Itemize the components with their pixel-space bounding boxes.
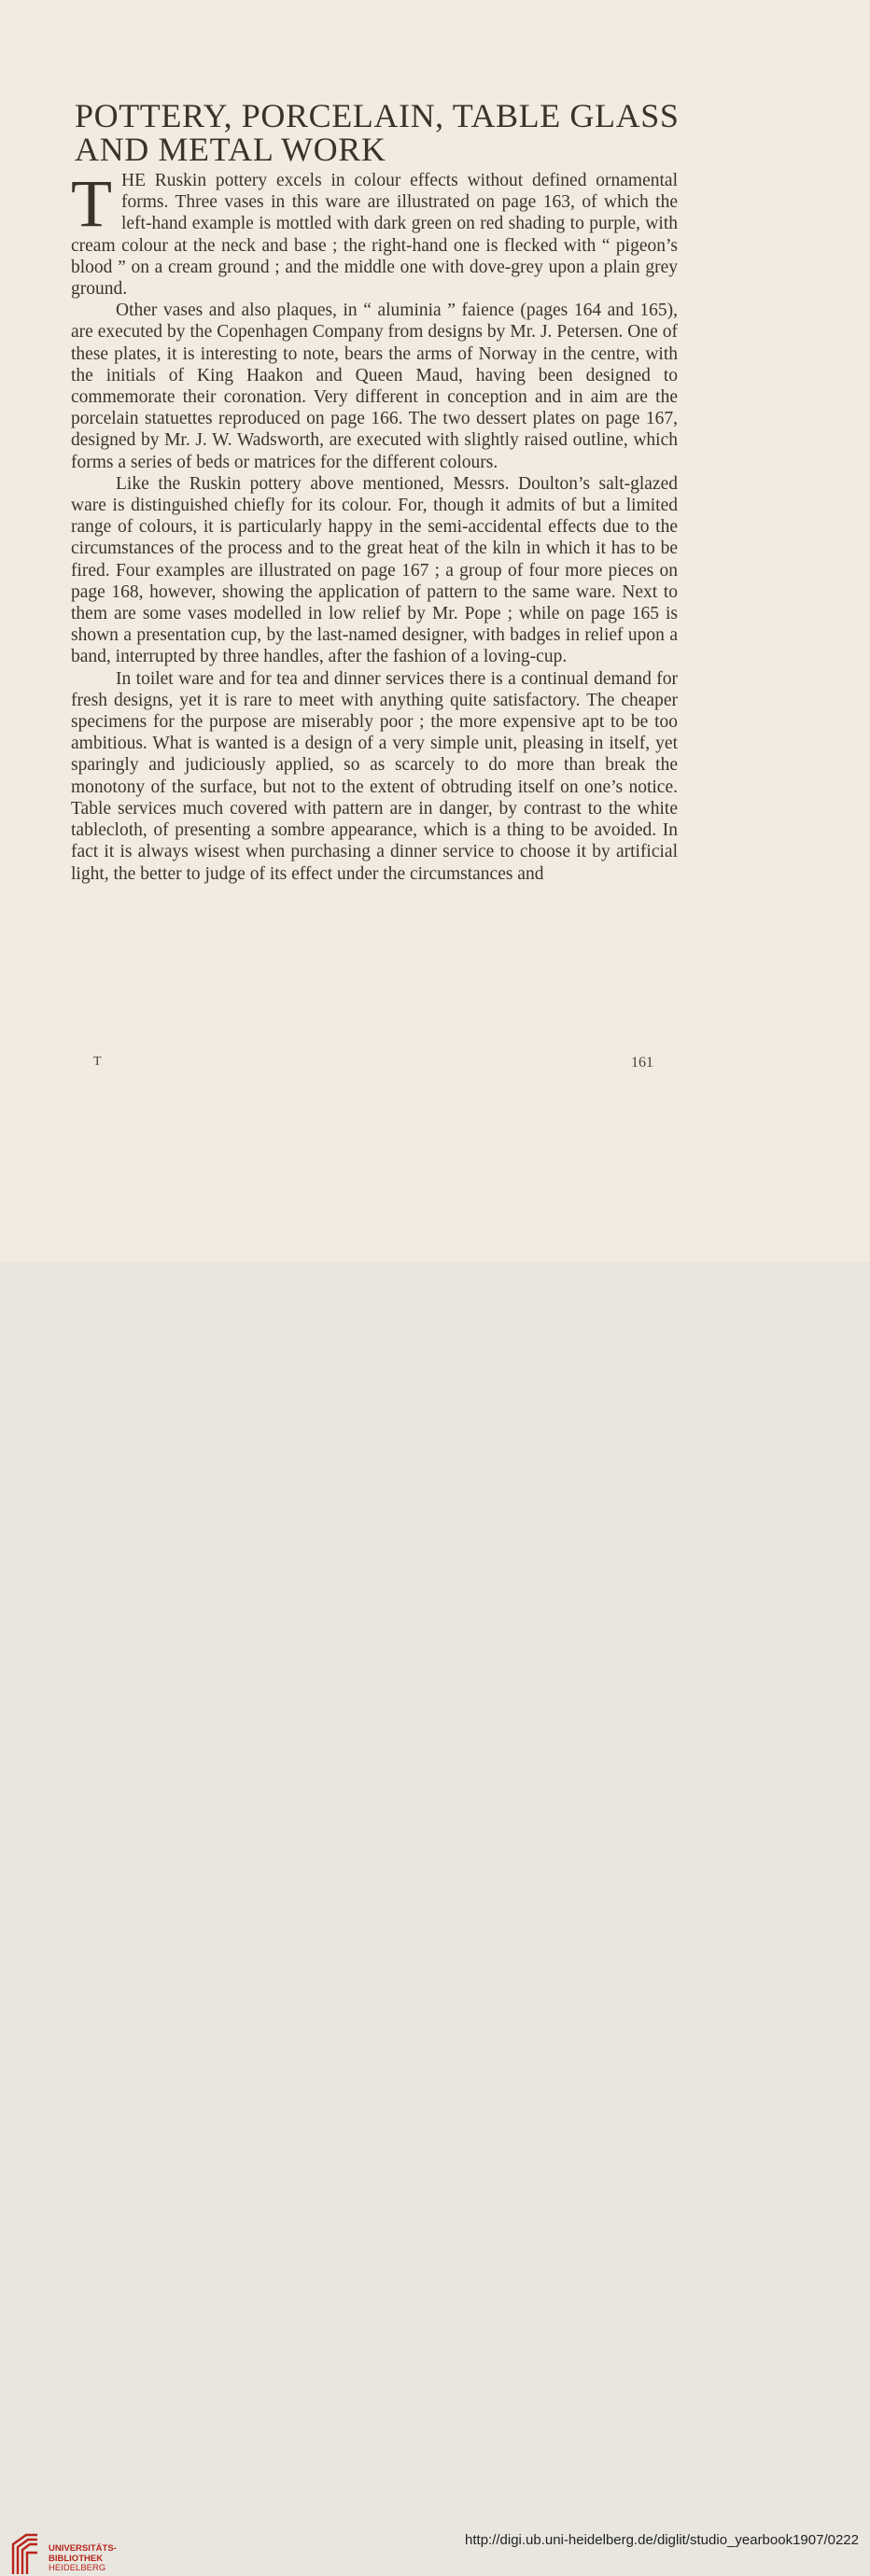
paragraph-3: Like the Ruskin pottery above mentioned, Messrs. Doulton’s salt-glazed ware is distinguished chiefly for its colour. For, though it admits of but a limited range of colours, it is particularly happy in the semi-accidental effects due to the circumstances of the process and to the great heat of the kiln in which it has to be fired. Four examples are illustrated on page 167 ; a group of four more pieces on page 168, however, showing the application of pattern to the same ware. Next to them are some vases modelled in low relief by Mr. Pope ; while on page 165 is shown a presentation cup, by the last-named designer, with badges in relief upon a band, interrupted by three handles, after the fashion of a loving-cup. <box>71 473 678 667</box>
library-name-line-1: UNIVERSITÄTS- <box>49 2543 117 2554</box>
title-line-1: POTTERY, PORCELAIN, TABLE GLASS <box>75 97 680 134</box>
book-page <box>0 0 870 1262</box>
title-line-2: AND METAL WORK <box>75 131 386 168</box>
paragraph-2: Other vases and also plaques, in “ aluminia ” faience (pages 164 and 165), are executed by the Copenhagen Company from designs by Mr. J. Petersen. One of these plates, it is interesting to note, bears the arms of Norway in the centre, with the initials of King Haakon and Queen Maud, having been designed to commemorate their coronation. Very different in conception and in aim are the porcelain statuettes reproduced on page 166. The two dessert plates on page 167, designed by Mr. J. W. Wadsworth, are executed with slightly raised outline, which forms a series of beds or matrices for the different colours. <box>71 301 678 472</box>
page-title <box>75 99 803 166</box>
library-name-line-3: HEIDELBERG <box>49 2563 106 2573</box>
library-logo-icon <box>9 2531 41 2576</box>
signature-mark: T <box>93 1055 102 1069</box>
library-name <box>49 2544 117 2574</box>
viewer-footer <box>0 1262 870 2573</box>
article-body <box>71 166 678 885</box>
paragraph-1 <box>71 166 678 300</box>
paragraph-1-text: HE Ruskin pottery excels in colour effects without defined ornamental forms. Three vases in this ware are illustrated on page 163, of which the left-hand example is mottled with dark green on red shading to purple, with cream colour at the neck and base ; the right-hand one is flecked with “ pigeon’s blood ” on a cream ground ; and the middle one with dove-grey upon a plain grey ground. <box>71 171 678 300</box>
library-name-line-2: BIBLIOTHEK <box>49 2553 104 2564</box>
drop-cap: T <box>71 166 112 241</box>
source-url-link[interactable]: http://digi.ub.uni-heidelberg.de/diglit/studio_yearbook1907/0222 <box>465 2532 859 2548</box>
page-number: 161 <box>631 1055 653 1071</box>
paragraph-4: In toilet ware and for tea and dinner services there is a continual demand for fresh designs, yet it is rare to meet with anything quite satisfactory. The cheaper specimens for the purpose are miserably poor ; the more expensive apt to be too ambitious. What is wanted is a design of a very simple unit, pleasing in itself, yet sparingly and judiciously applied, so as scarcely to do more than break the monotony of the surface, but not to the extent of obtruding itself on one’s notice. Table services much covered with pattern are in danger, by contrast to the white tablecloth, of presenting a sombre appearance, which is a thing to be avoided. In fact it is always wisest when purchasing a dinner service to choose it by artificial light, the better to judge of its effect under the circumstances and <box>71 668 678 884</box>
